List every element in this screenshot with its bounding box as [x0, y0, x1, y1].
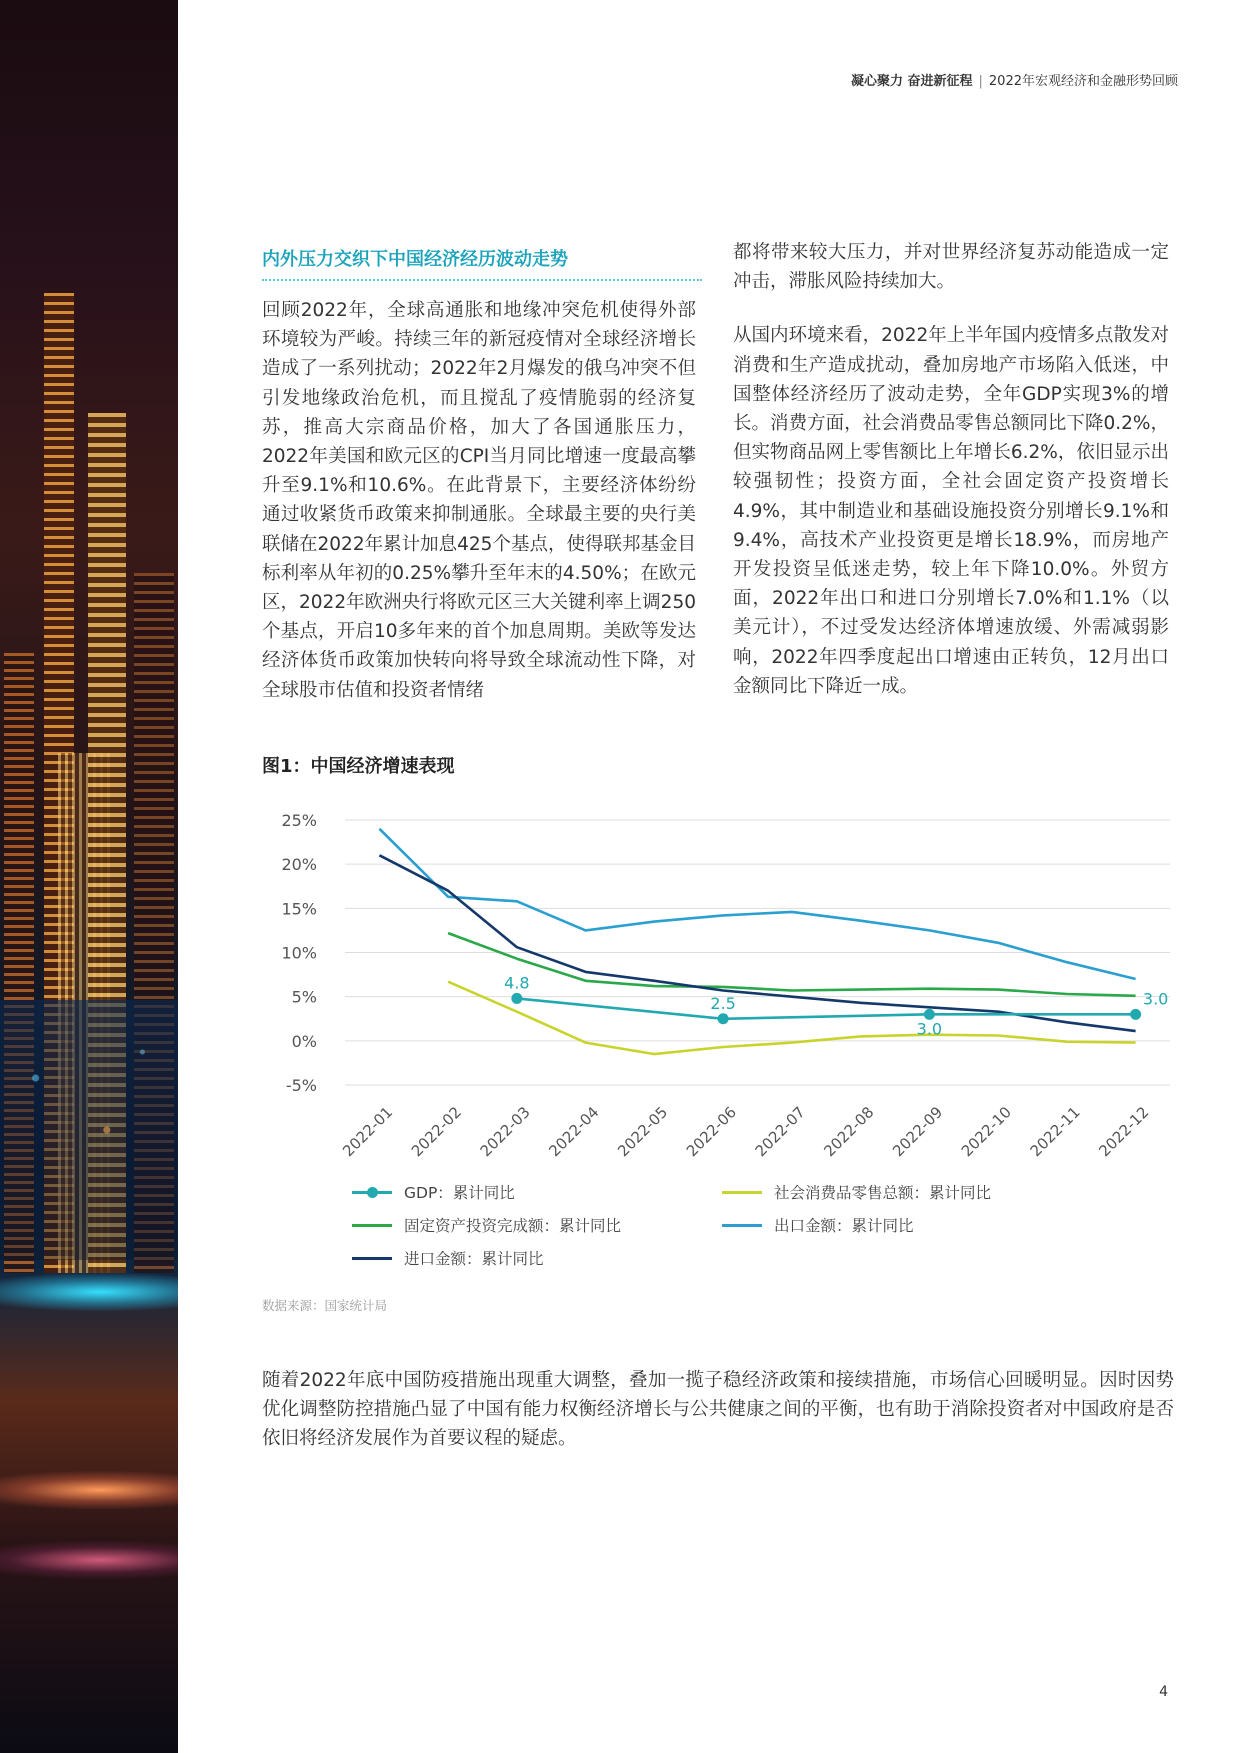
- x-tick-label: 2022-09: [889, 1103, 947, 1161]
- city-lights: [0, 1000, 178, 1260]
- y-tick-label: 25%: [281, 811, 317, 830]
- x-tick-label: 2022-01: [339, 1103, 397, 1161]
- x-tick-label: 2022-12: [1095, 1103, 1153, 1161]
- x-tick-label: 2022-02: [407, 1103, 465, 1161]
- legend-item-retail: [722, 1180, 991, 1204]
- legend-label: 进口金额：累计同比: [404, 1250, 544, 1268]
- data-point: [511, 993, 522, 1004]
- body-paragraph: 回顾2022年，全球高通胀和地缘冲突危机使得外部环境较为严峻。持续三年的新冠疫情对全球经济增长造成了一系列扰动；2022年2月爆发的俄乌冲突不但引发地缘政治危机，而且搅乱了疫情脆弱的经济复苏，推高大宗商品价格，加大了各国通胀压力，2022年美国和欧元区的CPI当月同比增速一度最高攀升至9.1%和10.6%。在此背景下，主要经济体纷纷通过收紧货币政策来抑制通胀。全球最主要的央行美联储在2022年累计加息425个基点，使得联邦基金目标利率从年初的0.25%攀升至年末的4.50%；在欧元区，2022年欧洲央行将欧元区三大关键利率上调250个基点，开启10多年来的首个加息周期。美欧等发达经济体货币政策加快转向将导致全球流动性下降，对全球股市估值和投资者情绪: [262, 300, 696, 701]
- y-axis-ticks: [281, 811, 317, 1095]
- legend-item-gdp: [352, 1180, 515, 1204]
- x-tick-label: 2022-07: [751, 1103, 809, 1161]
- header-separator: |: [978, 74, 983, 89]
- body-paragraph: 随着2022年底中国防疫措施出现重大调整，叠加一揽子稳经济政策和接续措施，市场信心回暖明显。因时因势优化调整防控措施凸显了中国有能力权衡经济增长与公共健康之间的平衡，也有助于消除投资者对中国政府是否依旧将经济发展作为首要议程的疑虑。: [262, 1370, 1174, 1450]
- y-tick-label: 0%: [291, 1031, 317, 1051]
- legend-item-fixed-asset: [352, 1213, 621, 1237]
- y-tick-label: 5%: [291, 987, 317, 1007]
- figure-source: 数据来源：国家统计局: [262, 1298, 388, 1313]
- data-label: 3.0: [916, 1019, 943, 1039]
- header-subtitle: 2022年宏观经济和金融形势回顾: [988, 74, 1178, 89]
- legend-label: GDP：累计同比: [404, 1184, 515, 1202]
- y-tick-label: 15%: [281, 899, 317, 919]
- left-column: [262, 296, 696, 705]
- legend-swatch: [722, 1191, 762, 1194]
- body-paragraph: 从国内环境来看，2022年上半年国内疫情多点散发对消费和生产造成扰动，叠加房地产市场陷入低迷，中国整体经济经历了波动走势，全年GDP实现3%的增长。消费方面，社会消费品零售总额同比下降0.2%，但实物商品网上零售额比上年增长6.2%，依旧显示出较强韧性；投资方面，全社会固定资产投资增长4.9%，其中制造业和基础设施投资分别增长9.1%和9.4%，高技术产业投资更是增长18.9%，而房地产开发投资呈低迷走势，较上年下降10.0%。外贸方面，2022年出口和进口分别增长7.0%和1.1%（以美元计），不过受发达经济体增速放缓、外需减弱影响，2022年四季度起出口增速由正转负，12月出口金额同比下降近一成。: [733, 325, 1169, 697]
- data-point: [924, 1009, 935, 1020]
- x-axis-ticks: [339, 1103, 1152, 1160]
- x-tick-label: 2022-03: [476, 1103, 534, 1161]
- series-line: [379, 855, 1135, 1031]
- series-line: [379, 829, 1135, 979]
- section-title: 内外压力交织下中国经济经历波动走势: [262, 249, 568, 270]
- series-line: [517, 998, 1136, 1018]
- y-tick-label: -5%: [285, 1076, 317, 1095]
- series-line: [448, 933, 1136, 996]
- figure-title: 图1：中国经济增速表现: [262, 756, 455, 777]
- legend-label: 固定资产投资完成额：累计同比: [404, 1217, 622, 1235]
- y-tick-label: 10%: [281, 943, 317, 963]
- y-tick-label: 20%: [281, 855, 317, 875]
- chart-series: [379, 829, 1135, 1054]
- header-title: 凝心聚力 奋进新征程: [850, 74, 973, 89]
- x-tick-label: 2022-11: [1026, 1103, 1084, 1161]
- data-point: [1130, 1009, 1141, 1020]
- legend-label: 社会消费品零售总额：累计同比: [774, 1184, 992, 1202]
- legend-swatch: [352, 1191, 392, 1194]
- page-number: 4: [1159, 1684, 1168, 1700]
- title-underline: [262, 279, 702, 281]
- data-point: [718, 1013, 729, 1024]
- light-trail: [0, 1470, 178, 1510]
- legend-item-import: [352, 1246, 544, 1270]
- x-tick-label: 2022-06: [682, 1103, 740, 1161]
- x-tick-label: 2022-10: [957, 1103, 1015, 1161]
- legend-swatch: [352, 1224, 392, 1227]
- data-label: 3.0: [1142, 989, 1169, 1009]
- x-tick-label: 2022-08: [820, 1103, 878, 1161]
- running-header: [851, 70, 1178, 89]
- right-column: [733, 238, 1169, 701]
- data-label: 2.5: [710, 993, 736, 1013]
- x-tick-label: 2022-05: [614, 1103, 672, 1161]
- body-paragraph: 都将带来较大压力，并对世界经济复苏动能造成一定冲击，滞胀风险持续加大。: [733, 242, 1169, 293]
- legend-label: 出口金额：累计同比: [774, 1217, 914, 1235]
- x-tick-label: 2022-04: [545, 1103, 603, 1161]
- data-label: 4.8: [504, 973, 530, 993]
- chart-legend: [352, 1180, 1152, 1290]
- legend-swatch: [722, 1224, 762, 1227]
- legend-item-export: [722, 1213, 914, 1237]
- city-skyline-photo: [0, 0, 178, 1753]
- light-trail: [0, 1540, 178, 1580]
- light-trail: [0, 1272, 178, 1312]
- line-chart: [270, 800, 1190, 1240]
- legend-swatch: [352, 1257, 392, 1260]
